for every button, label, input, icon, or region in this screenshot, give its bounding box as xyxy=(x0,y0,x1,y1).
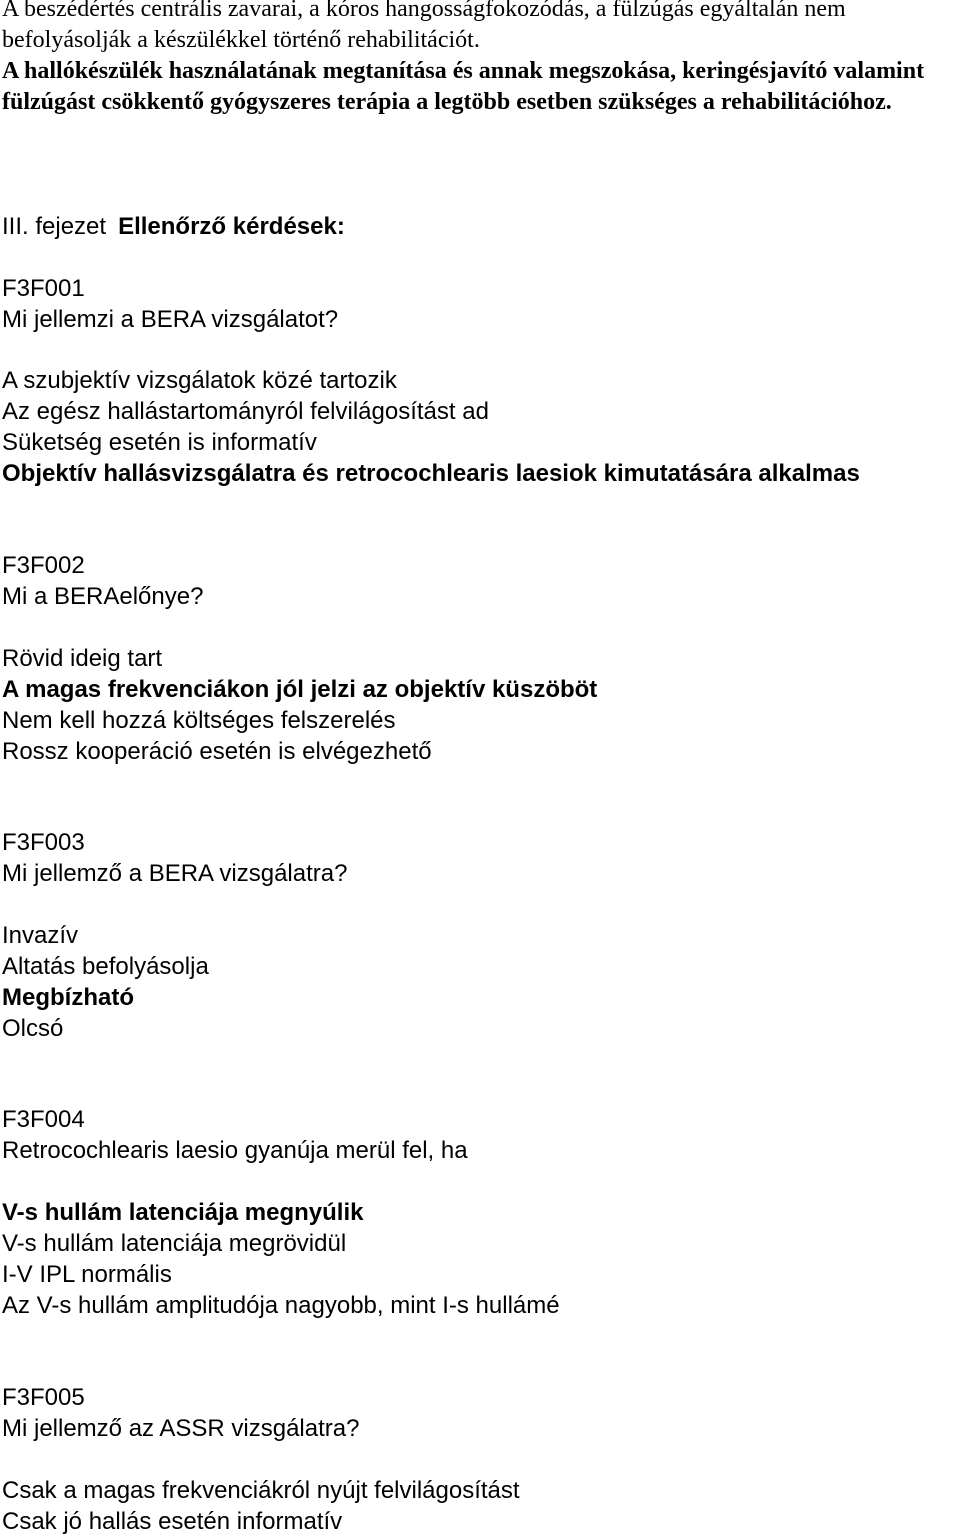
answer-option: Süketség esetén is informatív xyxy=(2,429,317,456)
question-code: F3F005 xyxy=(2,1384,85,1411)
question-code: F3F001 xyxy=(2,275,85,302)
answer-option: Olcsó xyxy=(2,1015,64,1042)
answer-option: Csak a magas frekvenciákról nyújt felvilágosítást xyxy=(2,1477,520,1504)
answer-option-correct: A magas frekvenciákon jól jelzi az objektív küszöböt xyxy=(2,676,598,703)
answer-option: Rövid ideig tart xyxy=(2,645,163,672)
question-text: Retrocochlearis laesio gyanúja merül fel, ha xyxy=(2,1137,468,1164)
intro-text xyxy=(2,0,958,118)
question-text: Mi jellemző az ASSR vizsgálatra? xyxy=(2,1415,360,1442)
question-text: Mi jellemző a BERA vizsgálatra? xyxy=(2,860,348,887)
answer-option: I-V IPL normális xyxy=(2,1261,172,1288)
answer-option: V-s hullám latenciája megrövidül xyxy=(2,1230,347,1257)
question-text: Mi a BERAelőnye? xyxy=(2,583,204,610)
question-code: F3F003 xyxy=(2,829,85,856)
intro-paragraph-2: A hallókészülék használatának megtanítása és annak megszokása, keringésjavító valamint fülzúgást csökkentő gyógyszeres terápia a legtöbb esetben szükséges a rehabilitációhoz. xyxy=(2,58,925,115)
answer-option-correct: V-s hullám latenciája megnyúlik xyxy=(2,1199,364,1226)
question-code: F3F002 xyxy=(2,552,85,579)
question-code: F3F004 xyxy=(2,1106,85,1133)
answer-option: Az V-s hullám amplitudója nagyobb, mint I-s hullámé xyxy=(2,1292,560,1319)
answer-option-correct: Megbízható xyxy=(2,984,134,1011)
answer-option: A szubjektív vizsgálatok közé tartozik xyxy=(2,367,397,394)
answer-option-correct: Objektív hallásvizsgálatra és retrocochlearis laesiok kimutatására alkalmas xyxy=(2,460,860,487)
answer-option: Csak jó hallás esetén informatív xyxy=(2,1508,343,1535)
chapter-label: III. fejezet xyxy=(2,213,107,240)
answer-option: Altatás befolyásolja xyxy=(2,953,209,980)
answer-option: Invazív xyxy=(2,922,79,949)
answer-option: Az egész hallástartományról felvilágosítást ad xyxy=(2,398,489,425)
answer-option: Rossz kooperáció esetén is elvégezhető xyxy=(2,738,432,765)
question-text: Mi jellemzi a BERA vizsgálatot? xyxy=(2,306,339,333)
chapter-heading xyxy=(2,211,345,242)
answer-option: Nem kell hozzá költséges felszerelés xyxy=(2,707,396,734)
chapter-title: Ellenőrző kérdések: xyxy=(118,213,345,240)
intro-paragraph-1: A beszédértés centrális zavarai, a kóros hangosságfokozódás, a fülzúgás egyáltalán nem befolyásolják a készülékkel történő rehabilitációt. xyxy=(2,0,846,53)
